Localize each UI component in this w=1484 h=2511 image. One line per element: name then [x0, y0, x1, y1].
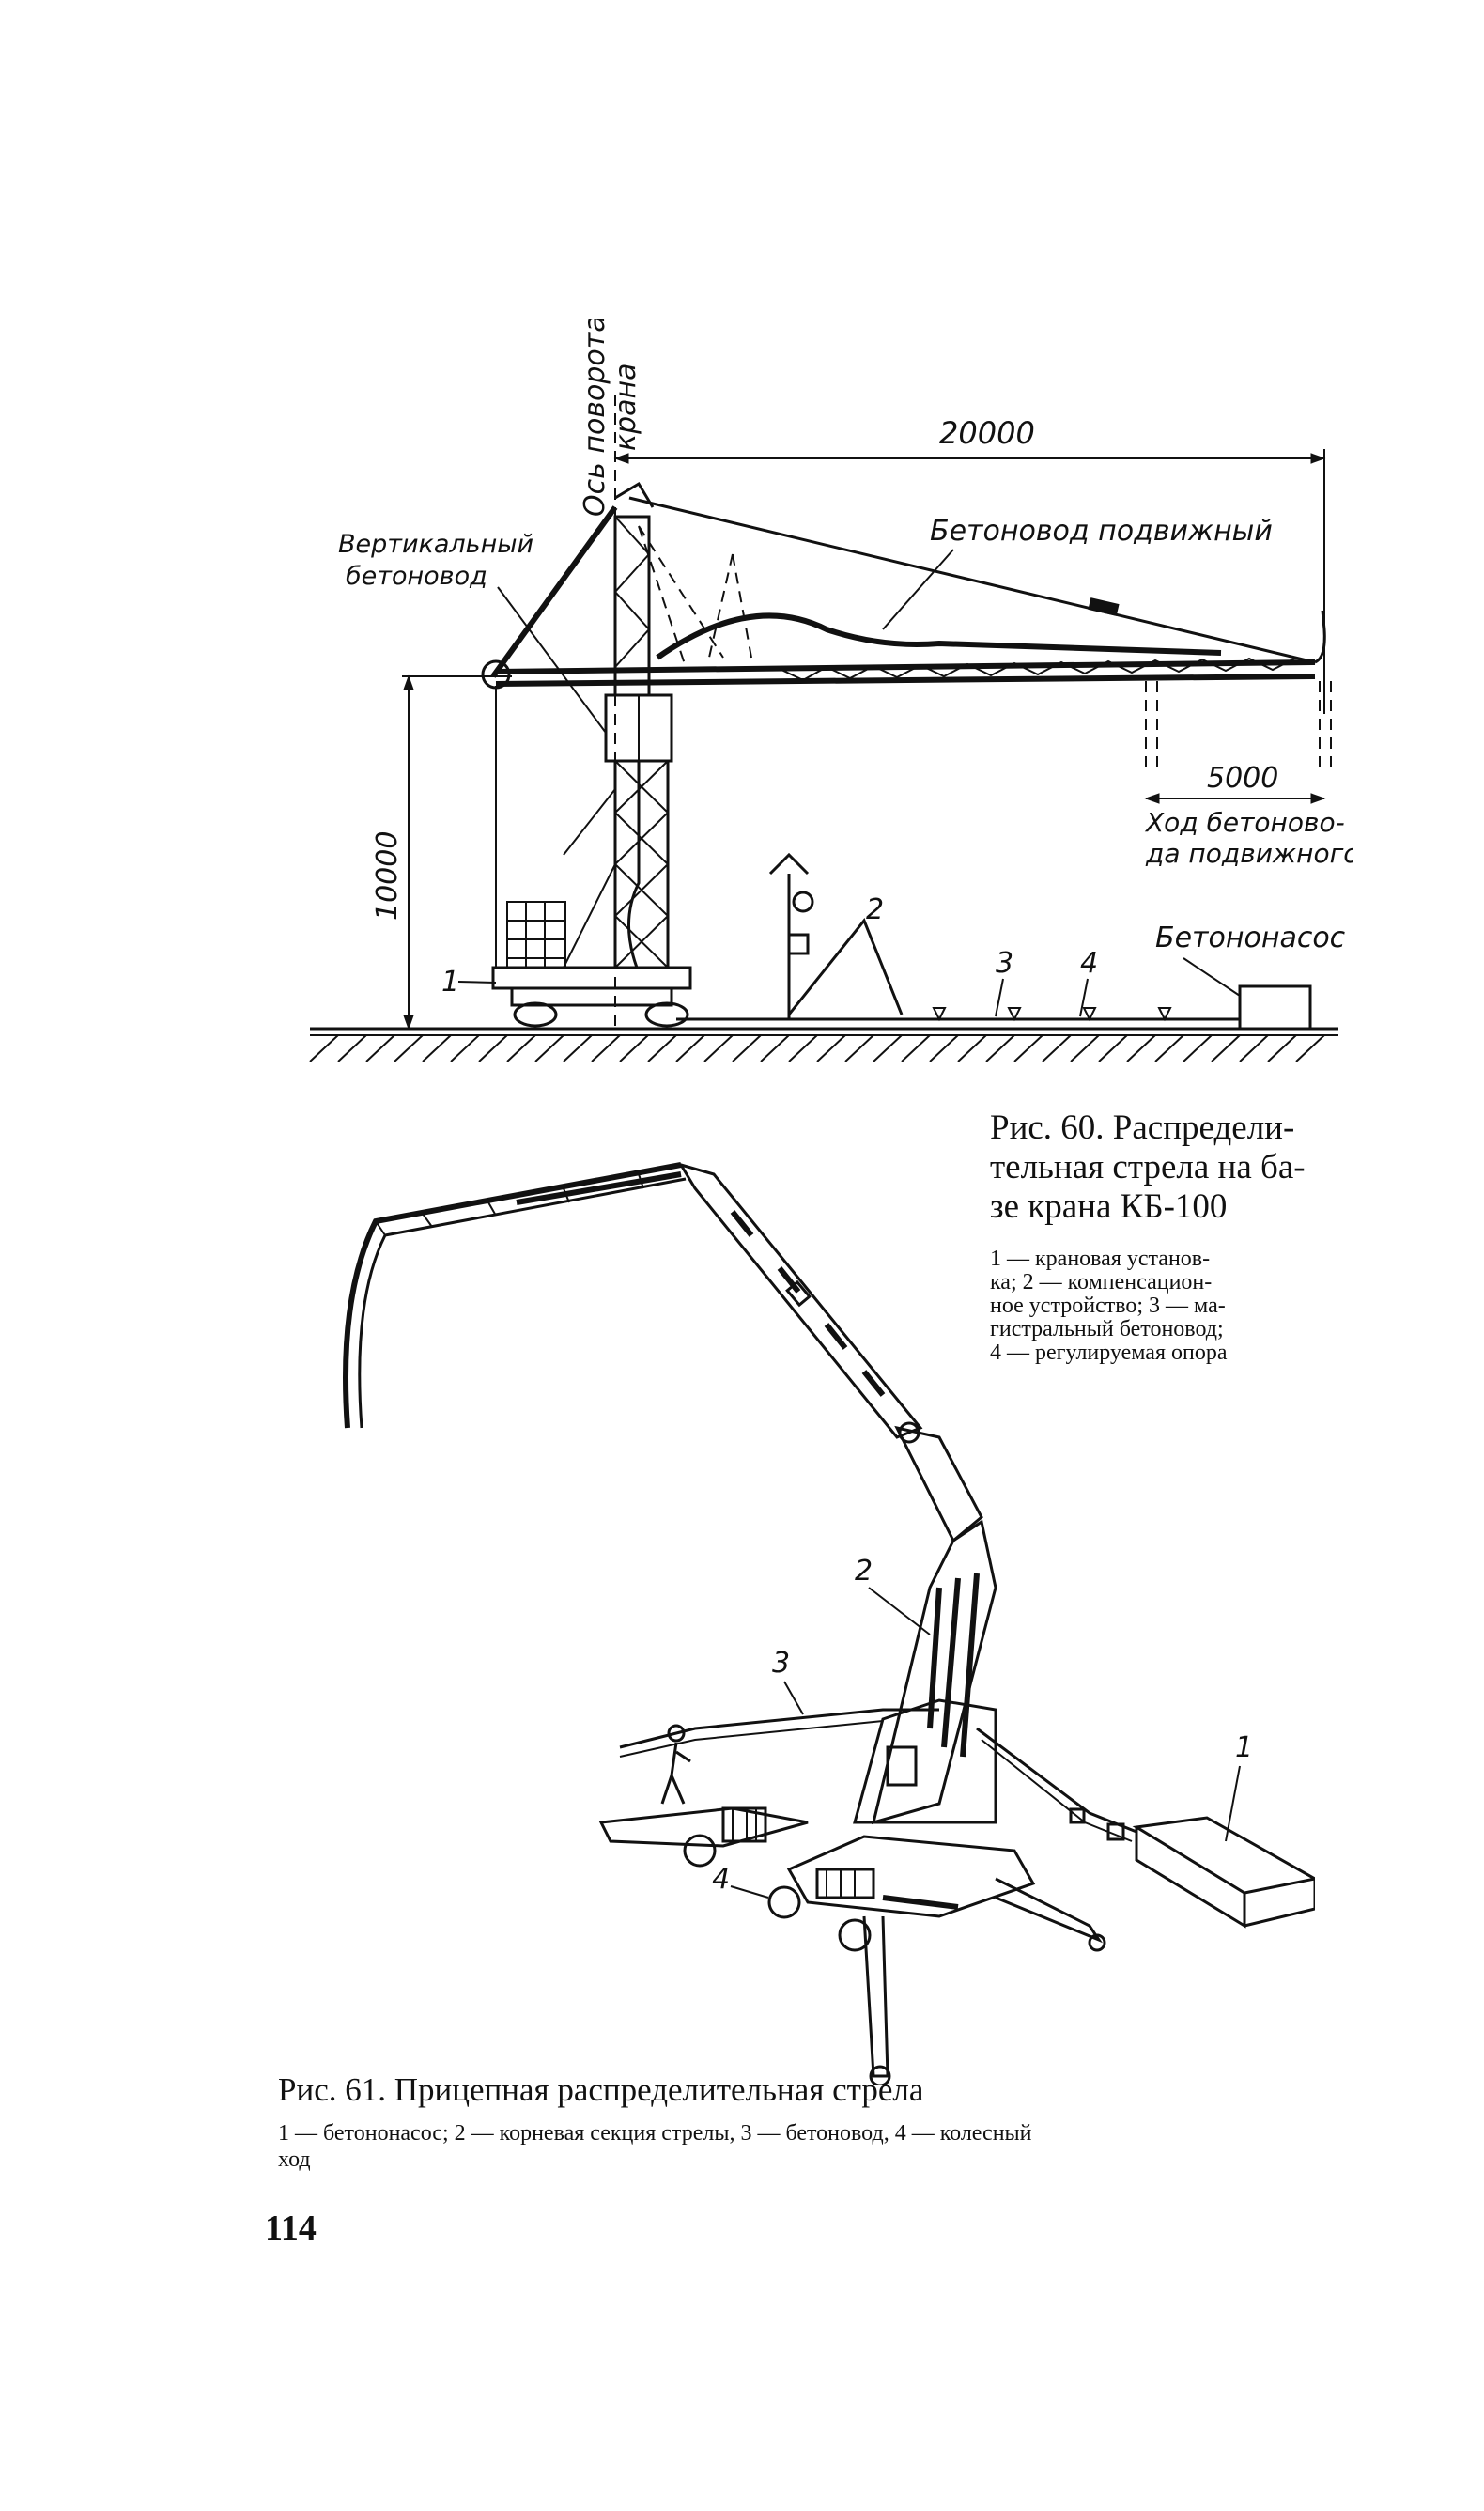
fig61-caption-title: Рис. 61. Прицепная распределительная стрела — [278, 2071, 924, 2108]
vertical-pipe-label-1: Вертикальный — [338, 530, 534, 559]
root-boom-section — [855, 1522, 996, 1822]
upper-boom-section — [346, 1165, 686, 1428]
fig61-legend-line-1: 1 — бетононасос; 2 — корневая секция стрелы, 3 — бетоновод, 4 — колесный — [278, 2121, 1032, 2146]
wheel-left — [685, 1836, 715, 1866]
movable-pipe-label: Бетоновод подвижный — [930, 515, 1273, 548]
trailer-chassis — [601, 1808, 1105, 2085]
movable-concrete-pipe — [657, 615, 1221, 658]
ground-line — [310, 1029, 1338, 1062]
dimension-5000-label: 5000 — [1207, 762, 1279, 795]
middle-boom-section — [681, 1165, 920, 1437]
dimension-20000-label: 20000 — [939, 415, 1035, 451]
compensating-device — [770, 855, 902, 1019]
fig60-label-4: 4 — [1080, 947, 1099, 980]
figure-61-caption — [278, 2071, 1349, 2173]
crane-tower — [493, 484, 690, 1026]
fig61-label-3: 3 — [772, 1647, 791, 1680]
fig60-caption-line-3: зе крана КБ-100 — [990, 1187, 1228, 1226]
vertical-pipe-label-2: бетоновод — [346, 562, 487, 591]
concrete-pump — [1240, 986, 1310, 1029]
stroke-label-2: да подвижного — [1146, 838, 1353, 869]
page-number: 114 — [265, 2209, 317, 2248]
figure-60-drawing — [282, 319, 1353, 1099]
fig60-legend-line-4: гистральный бетоновод; — [990, 1317, 1224, 1341]
fig60-label-3: 3 — [996, 947, 1014, 980]
figure-61-drawing — [282, 1146, 1315, 2085]
worker-figure — [662, 1726, 690, 1804]
fig60-caption-line-1: Рис. 60. Распредели- — [990, 1108, 1295, 1147]
stroke-label-1: Ход бетоново- — [1146, 807, 1345, 838]
fig60-legend-line-3: ное устройство; 3 — ма- — [990, 1294, 1226, 1318]
fig61-legend-line-2: ход — [278, 2147, 311, 2172]
wheel-4 — [769, 1887, 799, 1917]
figure-61-trailer-boom — [282, 1146, 1315, 2085]
main-boom — [496, 611, 1324, 684]
axis-rotation-label-1: Ось поворота — [579, 319, 611, 517]
fig60-legend-line-5: 4 — регулируемая опора — [990, 1341, 1228, 1365]
fig61-label-2: 2 — [855, 1555, 873, 1588]
pump-label: Бетононасос — [1155, 922, 1346, 954]
fig60-label-2: 2 — [866, 893, 885, 926]
fig60-caption-line-2: тельная стрела на ба- — [990, 1148, 1306, 1186]
concrete-pump-box — [1136, 1818, 1315, 1926]
fig60-legend-line-1: 1 — крановая установ- — [990, 1247, 1211, 1271]
fig61-label-1: 1 — [1235, 1731, 1254, 1764]
fig60-legend-line-2: ка; 2 — компенсацион- — [990, 1270, 1213, 1294]
boom-joint — [897, 1423, 982, 1541]
axis-rotation-label-2: крана — [610, 363, 642, 451]
fig60-label-1: 1 — [441, 966, 460, 999]
figure-60-crane-boom — [282, 319, 1353, 1099]
dimension-5000 — [1146, 762, 1324, 803]
fig61-label-4: 4 — [712, 1863, 731, 1896]
dimension-10000-label: 10000 — [371, 830, 404, 921]
